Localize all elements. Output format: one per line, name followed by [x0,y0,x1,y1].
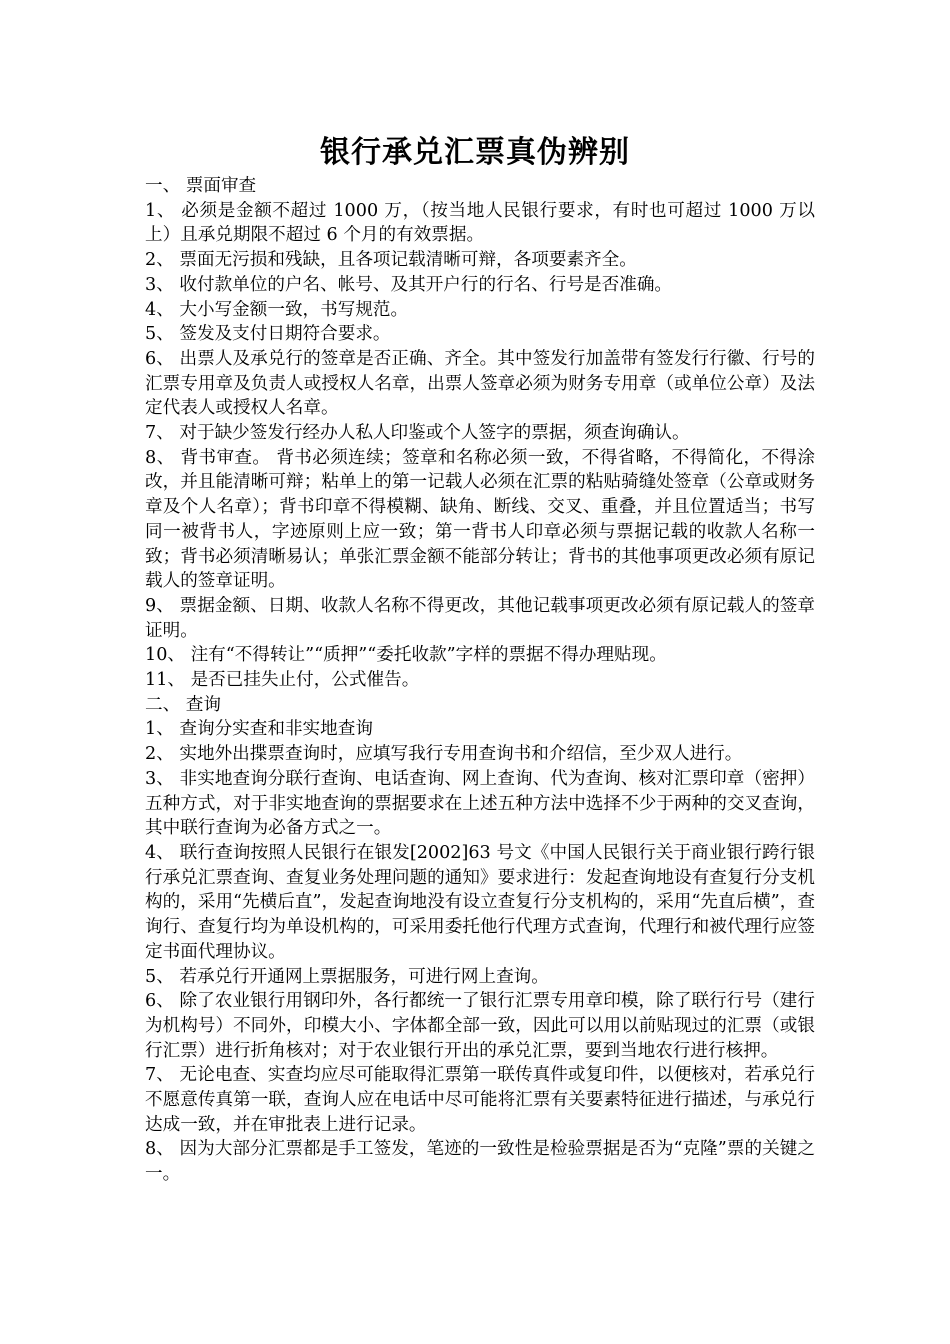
paragraph-item: 5、 若承兑行开通网上票据服务，可进行网上查询。 [145,966,549,987]
paragraph-item: 5、 签发及支付日期符合要求。 [145,324,391,345]
section-heading-ticket-review: 一、 票面审查 [145,176,257,196]
paragraph-item: 3、 收付款单位的户名、帐号、及其开户行的行名、行号是否准确。 [145,274,673,295]
paragraph-item: 4、 联行查询按照人民银行在银发[2002]63 号文《中国人民银行关于商业银行跨行银行承兑汇票查询、查复业务处理问题的通知》要求进行：发起查询地设有查复行分支机构的，采用“先横后直”，发起查询地没有设立查复行分支机构的，采用“先直后横”，查询行、查复行均为单设机构的，可采用委托他行代理方式查询，代理行和被代理行应签定书面代理协议。 [145,842,815,962]
paragraph-item: 2、 票面无污损和残缺，且各项记载清晰可辩，各项要素齐全。 [145,250,637,271]
paragraph-item: 11、 是否已挂失止付，公式催告。 [145,670,420,691]
paragraph-item: 7、 无论电查、实查均应尽可能取得汇票第一联传真件或复印件，以便核对，若承兑行不愿意传真第一联，查询人应在电话中尽可能将汇票有关要素特征进行描述，与承兑行达成一致，并在审批表上进行记录。 [145,1065,815,1135]
document-title: 银行承兑汇票真伪辨别 [320,135,630,170]
paragraph-item: 6、 出票人及承兑行的签章是否正确、齐全。其中签发行加盖带有签发行行徽、行号的汇票专用章及负责人或授权人名章，出票人签章必须为财务专用章（或单位公章）及法定代表人或授权人名章。 [145,348,815,419]
paragraph-item: 1、 查询分实查和非实地查询 [145,719,373,740]
paragraph-item: 10、 注有“不得转让”“质押”“委托收款”字样的票据不得办理贴现。 [145,645,667,666]
paragraph-item: 8、 背书审查。 背书必须连续；签章和名称必须一致，不得省略，不得简化，不得涂改，并且能清晰可辩；粘单上的第一记载人必须在汇票的粘贴骑缝处签章（公章或财务章及个人名章）；背书印章不得模糊、缺角、断线、交叉、重叠，并且位置适当；书写同一被背书人，字迹原则上应一致；第一背书人印章必须与票据记载的收款人名称一致；背书必须清晰易认；单张汇票金额不能部分转让；背书的其他事项更改必须有原记载人的签章证明。 [145,447,815,592]
paragraph-item: 9、 票据金额、日期、收款人名称不得更改，其他记载事项更改必须有原记载人的签章证明。 [145,595,815,641]
paragraph-item: 3、 非实地查询分联行查询、电话查询、网上查询、代为查询、核对汇票印章（密押）五种方式，对于非实地查询的票据要求在上述五种方法中选择不少于两种的交叉查询，其中联行查询为必备方式之一。 [145,768,815,839]
paragraph-item: 2、 实地外出揲票查询时，应填写我行专用查询书和介绍信，至少双人进行。 [145,744,743,765]
paragraph-item: 4、 大小写金额一致，书写规范。 [145,299,409,320]
paragraph-item: 7、 对于缺少签发行经办人私人印鉴或个人签字的票据，须查询确认。 [145,423,690,444]
section-heading-inquiry: 二、 查询 [145,694,221,715]
document-body [145,174,815,1187]
paragraph-item: 1、 必须是金额不超过 1000 万，（按当地人民银行要求，有时也可超过 1000 万以上）且承兑期限不超过 6 个月的有效票据。 [145,200,815,246]
paragraph-item: 8、 因为大部分汇票都是手工签发，笔迹的一致性是检验票据是否为“克隆”票的关键之一。 [145,1139,815,1185]
paragraph-item: 6、 除了农业银行用钢印外，各行都统一了银行汇票专用章印模，除了联行行号（建行为机构号）不同外，印模大小、字体都全部一致，因此可以用以前贴现过的汇票（或银行汇票）进行折角核对；对于农业银行开出的承兑汇票，要到当地农行进行核押。 [145,991,815,1061]
